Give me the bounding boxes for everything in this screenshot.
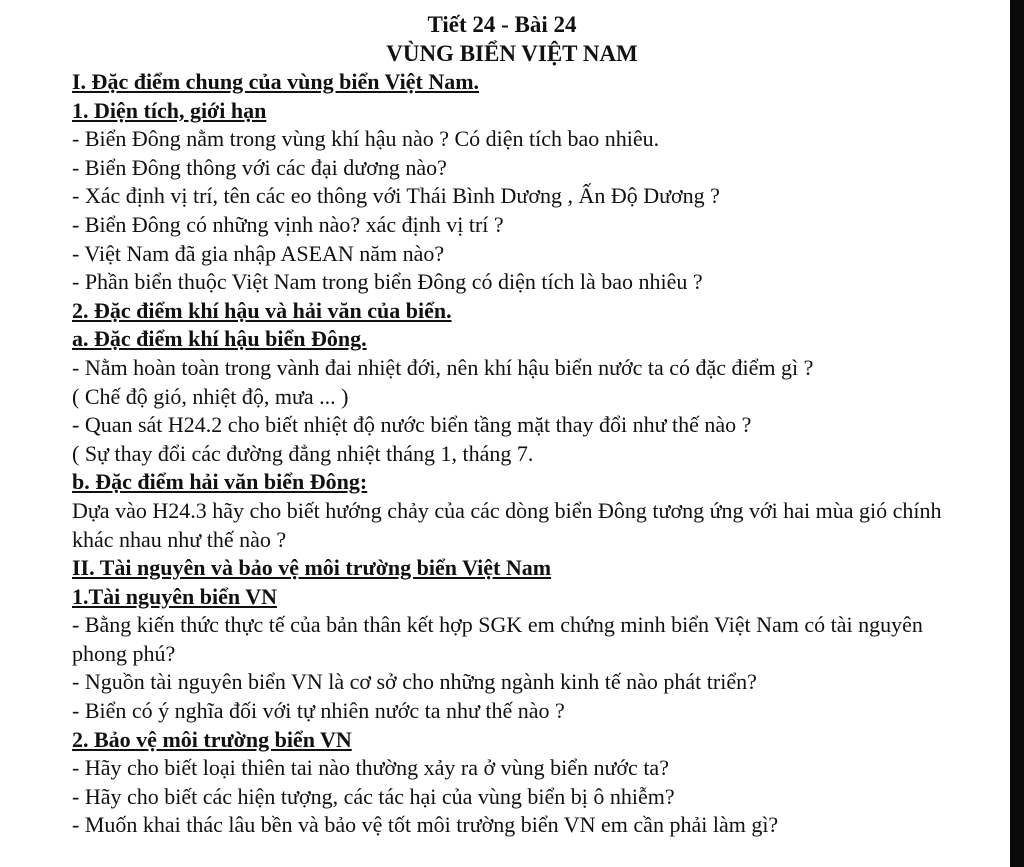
subsection-b-heading: b. Đặc điểm hải văn biển Đông: xyxy=(72,469,368,495)
subsection-1-2-heading: 2. Đặc điểm khí hậu và hải văn của biển. xyxy=(72,297,452,323)
list-item: - Biển Đông có những vịnh nào? xác định vị trí ? xyxy=(72,211,504,237)
document-title: VÙNG BIỂN VIỆT NAM xyxy=(386,41,638,66)
list-item: - Bằng kiến thức thực tế của bản thân kết hợp SGK em chứng minh biển Việt Nam có tài nguyên phong phú? xyxy=(72,612,923,666)
right-edge-bar xyxy=(1010,0,1024,867)
list-item: - Biển có ý nghĩa đối với tự nhiên nước ta như thế nào ? xyxy=(72,698,565,724)
subsection-2-2-heading: 2. Bảo vệ môi trường biển VN xyxy=(72,726,352,752)
list-item: - Việt Nam đã gia nhập ASEAN năm nào? xyxy=(72,240,445,266)
document-page xyxy=(72,10,952,840)
subsection-1-1-heading: 1. Diện tích, giới hạn xyxy=(72,97,267,123)
section-1-heading: I. Đặc điểm chung của vùng biển Việt Nam. xyxy=(72,69,480,94)
paragraph: Dựa vào H24.3 hãy cho biết hướng chảy của các dòng biển Đông tương ứng với hai mùa gió chính khác nhau như thế nào ? xyxy=(72,497,942,552)
list-item: - Muốn khai thác lâu bền và bảo vệ tốt môi trường biển VN em cần phải làm gì? xyxy=(72,812,779,838)
subsection-a-heading: a. Đặc điểm khí hậu biển Đông. xyxy=(72,326,367,352)
list-item: - Quan sát H24.2 cho biết nhiệt độ nước biển tầng mặt thay đổi như thế nào ? xyxy=(72,412,752,438)
list-item: - Nguồn tài nguyên biển VN là cơ sở cho những ngành kinh tế nào phát triển? xyxy=(72,669,757,695)
lesson-number: Tiết 24 - Bài 24 xyxy=(427,12,577,37)
list-item: - Hãy cho biết các hiện tượng, các tác hại của vùng biển bị ô nhiễm? xyxy=(72,783,675,809)
list-item: - Phần biển thuộc Việt Nam trong biển Đông có diện tích là bao nhiêu ? xyxy=(72,269,703,295)
section-2-heading: II. Tài nguyên và bảo vệ môi trường biển Việt Nam xyxy=(72,555,552,581)
list-item: ( Sự thay đổi các đường đẳng nhiệt tháng 1, tháng 7. xyxy=(72,440,534,466)
list-item: - Nằm hoàn toàn trong vành đai nhiệt đới, nên khí hậu biển nước ta có đặc điểm gì ? xyxy=(72,354,814,380)
list-item: - Hãy cho biết loại thiên tai nào thường xảy ra ở vùng biển nước ta? xyxy=(72,755,669,781)
list-item: - Biển Đông thông với các đại dương nào? xyxy=(72,154,447,180)
subsection-2-1-heading: 1.Tài nguyên biển VN xyxy=(72,583,277,609)
list-item: - Xác định vị trí, tên các eo thông với Thái Bình Dương , Ấn Độ Dương ? xyxy=(72,183,720,209)
list-item: ( Chế độ gió, nhiệt độ, mưa ... ) xyxy=(72,383,349,409)
list-item: - Biển Đông nằm trong vùng khí hậu nào ? Có diện tích bao nhiêu. xyxy=(72,126,660,152)
